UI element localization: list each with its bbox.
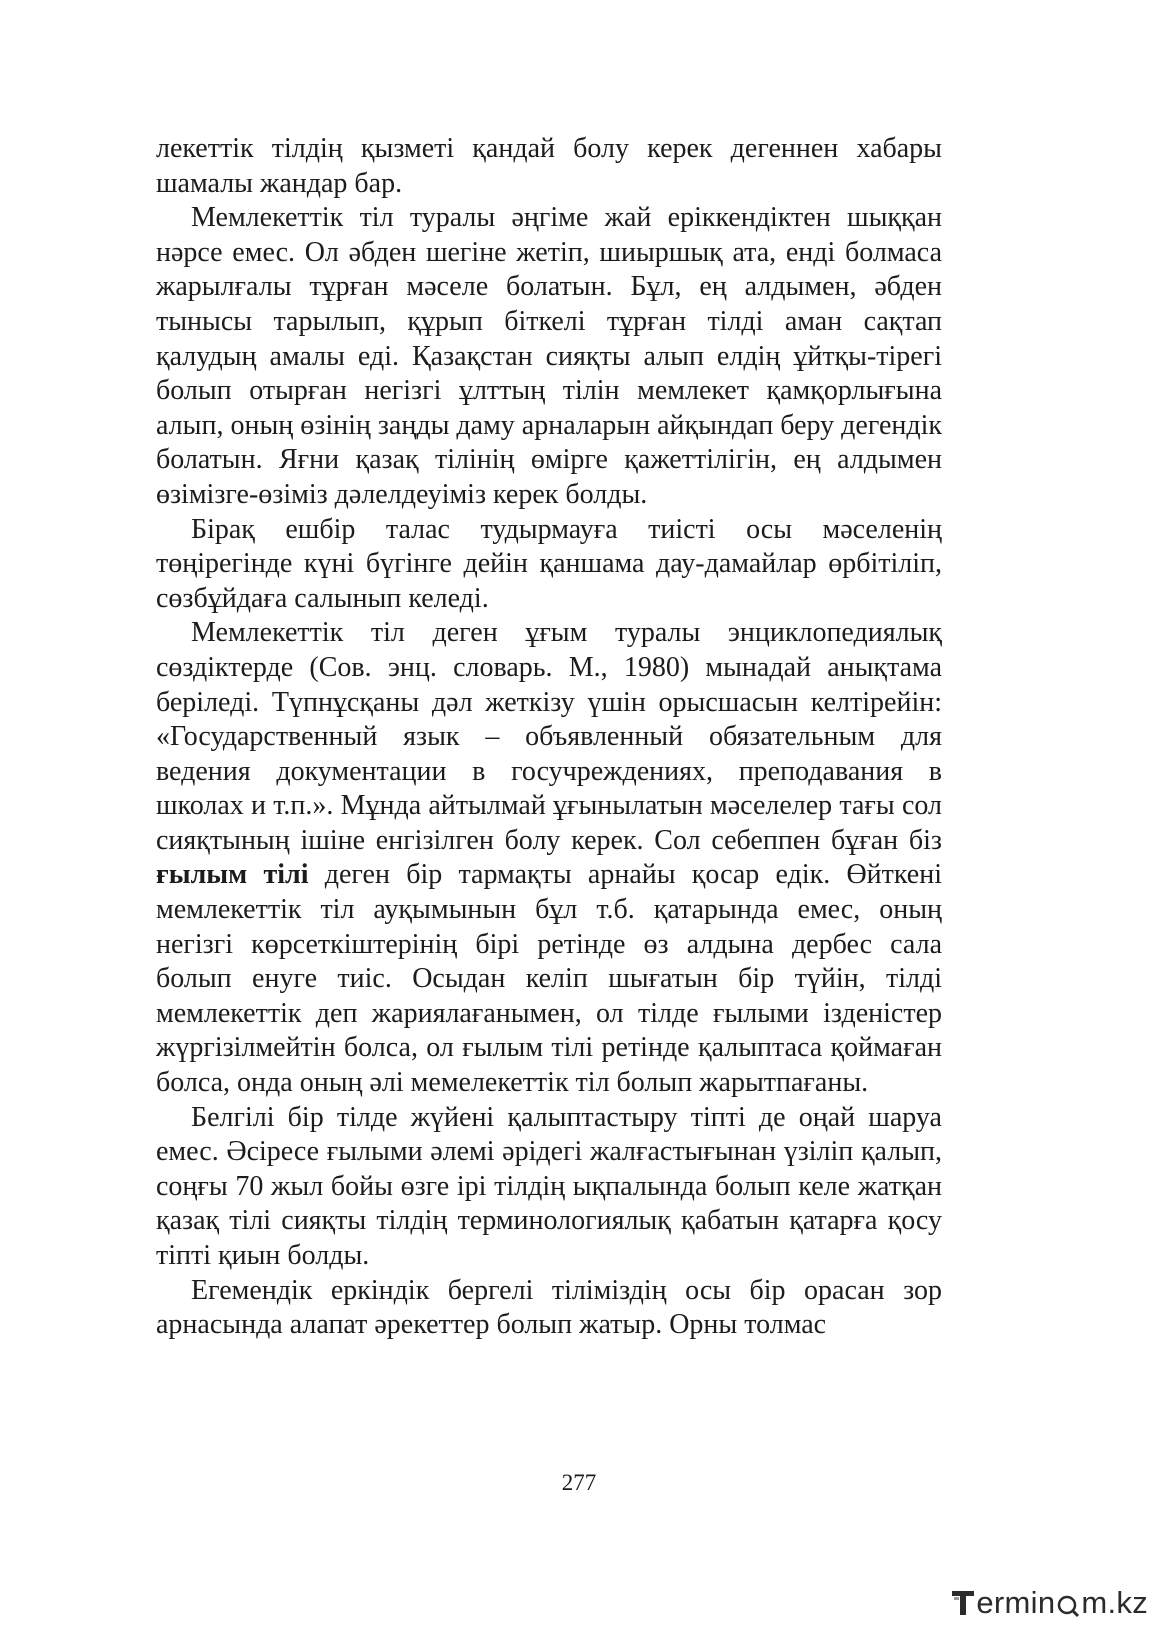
paragraph xyxy=(156,1101,942,1274)
watermark-text-start: ermin xyxy=(976,1585,1056,1620)
paragraph-text: деген бір тармақты арнайы қосар едік. Өйткені мемлекеттік тіл ауқымынын бұл т.б. қатарында емес, оның негізгі көрсеткіштерінің бірі ретінде өз алдына дербес сала болып енуге тиіс. Осыдан келіп шығатын бір түйін, тілді мемлекеттік деп жариялағанымен, ол тілде ғылыми ізденістер жүргізілмейтін болса, ол ғылым тілі ретінде қалыптаса қоймаған болса, онда оның әлі мемелекеттік тіл болып жарытпағаны. xyxy=(156,859,942,1099)
paragraph-text: Белгілі бір тілде жүйені қалыптастыру тіпті де оңай шаруа емес. Әсіресе ғылыми әлемі әрідегі жалғастығынан үзіліп қалып, соңғы 70 жыл бойы өзге ірі тілдің ықпалында болып келе жатқан қазақ тілі сияқты тілдің терминологиялық қабатын қатарға қосу тіпті қиын болды. xyxy=(156,1101,942,1271)
magnifier-icon xyxy=(1056,1588,1080,1618)
paragraph-text: Мемлекеттік тіл деген ұғым туралы энциклопедиялық сөздіктерде (Сов. энц. словарь. М., 1980) мынадай анықтама беріледі. Түпнұсқаны дәл жеткізу үшін орысшасын келтірейін: «Государственный язык – объявленный обязательным для ведения документации в госучреждениях, преподавания в школах и т.п.». Мұнда айтылмай ұғынылатын мәселелер тағы сол сияқтының ішіне енгізілген болу керек. Сол себеппен бұған біз xyxy=(156,617,942,856)
page-number: 277 xyxy=(561,1470,597,1495)
paragraph-text: Мемлекеттік тіл туралы әңгіме жай еріккендіктен шыққан нәрсе емес. Ол әбден шегіне жетіп, шиыршық ата, енді болмаса жарылғалы тұрған мәселе болатын. Бұл, ең алдымен, әбден тынысы тарылып, құрып біткелі тұрған тілді аман сақтап қалудың амалы еді. Қазақстан сияқты алып елдің ұйтқы-тірегі болып отырған негізгі ұлттың тілін мемлекет қамқорлығына алып, оның өзінің заңды даму арналарын айқындап беру дегендік болатын. Яғни қазақ тілінің өмірге қажеттілігін, ең алдымен өзімізге-өзіміз дәлелдеуіміз керек болды. xyxy=(156,202,942,510)
paragraph-text: лекеттік тілдің қызметі қандай болу керек дегеннен хабары шамалы жандар бар. xyxy=(156,133,942,199)
bold-term: ғылым тілі xyxy=(156,859,309,891)
paragraph xyxy=(156,513,942,617)
book-page-text xyxy=(156,132,942,1343)
paragraph xyxy=(156,616,942,1100)
t-logo-icon xyxy=(952,1588,974,1618)
paragraph xyxy=(156,1274,942,1343)
paragraph xyxy=(156,132,942,201)
termincom-watermark xyxy=(952,1585,1148,1621)
paragraph-text: Егемендік еркіндік бергелі тіліміздің осы бір орасан зор арнасында алапат әрекеттер болып жатыр. Орны толмас xyxy=(156,1274,942,1341)
paragraph-text: Бірақ ешбір талас тудырмауға тиісті осы мәселенің төңірегінде күні бүгінге дейін қаншама дау-дамайлар өрбітіліп, сөзбұйдаға салынып келеді. xyxy=(156,513,942,614)
watermark-text-end: m.kz xyxy=(1081,1585,1148,1620)
paragraph xyxy=(156,201,942,512)
